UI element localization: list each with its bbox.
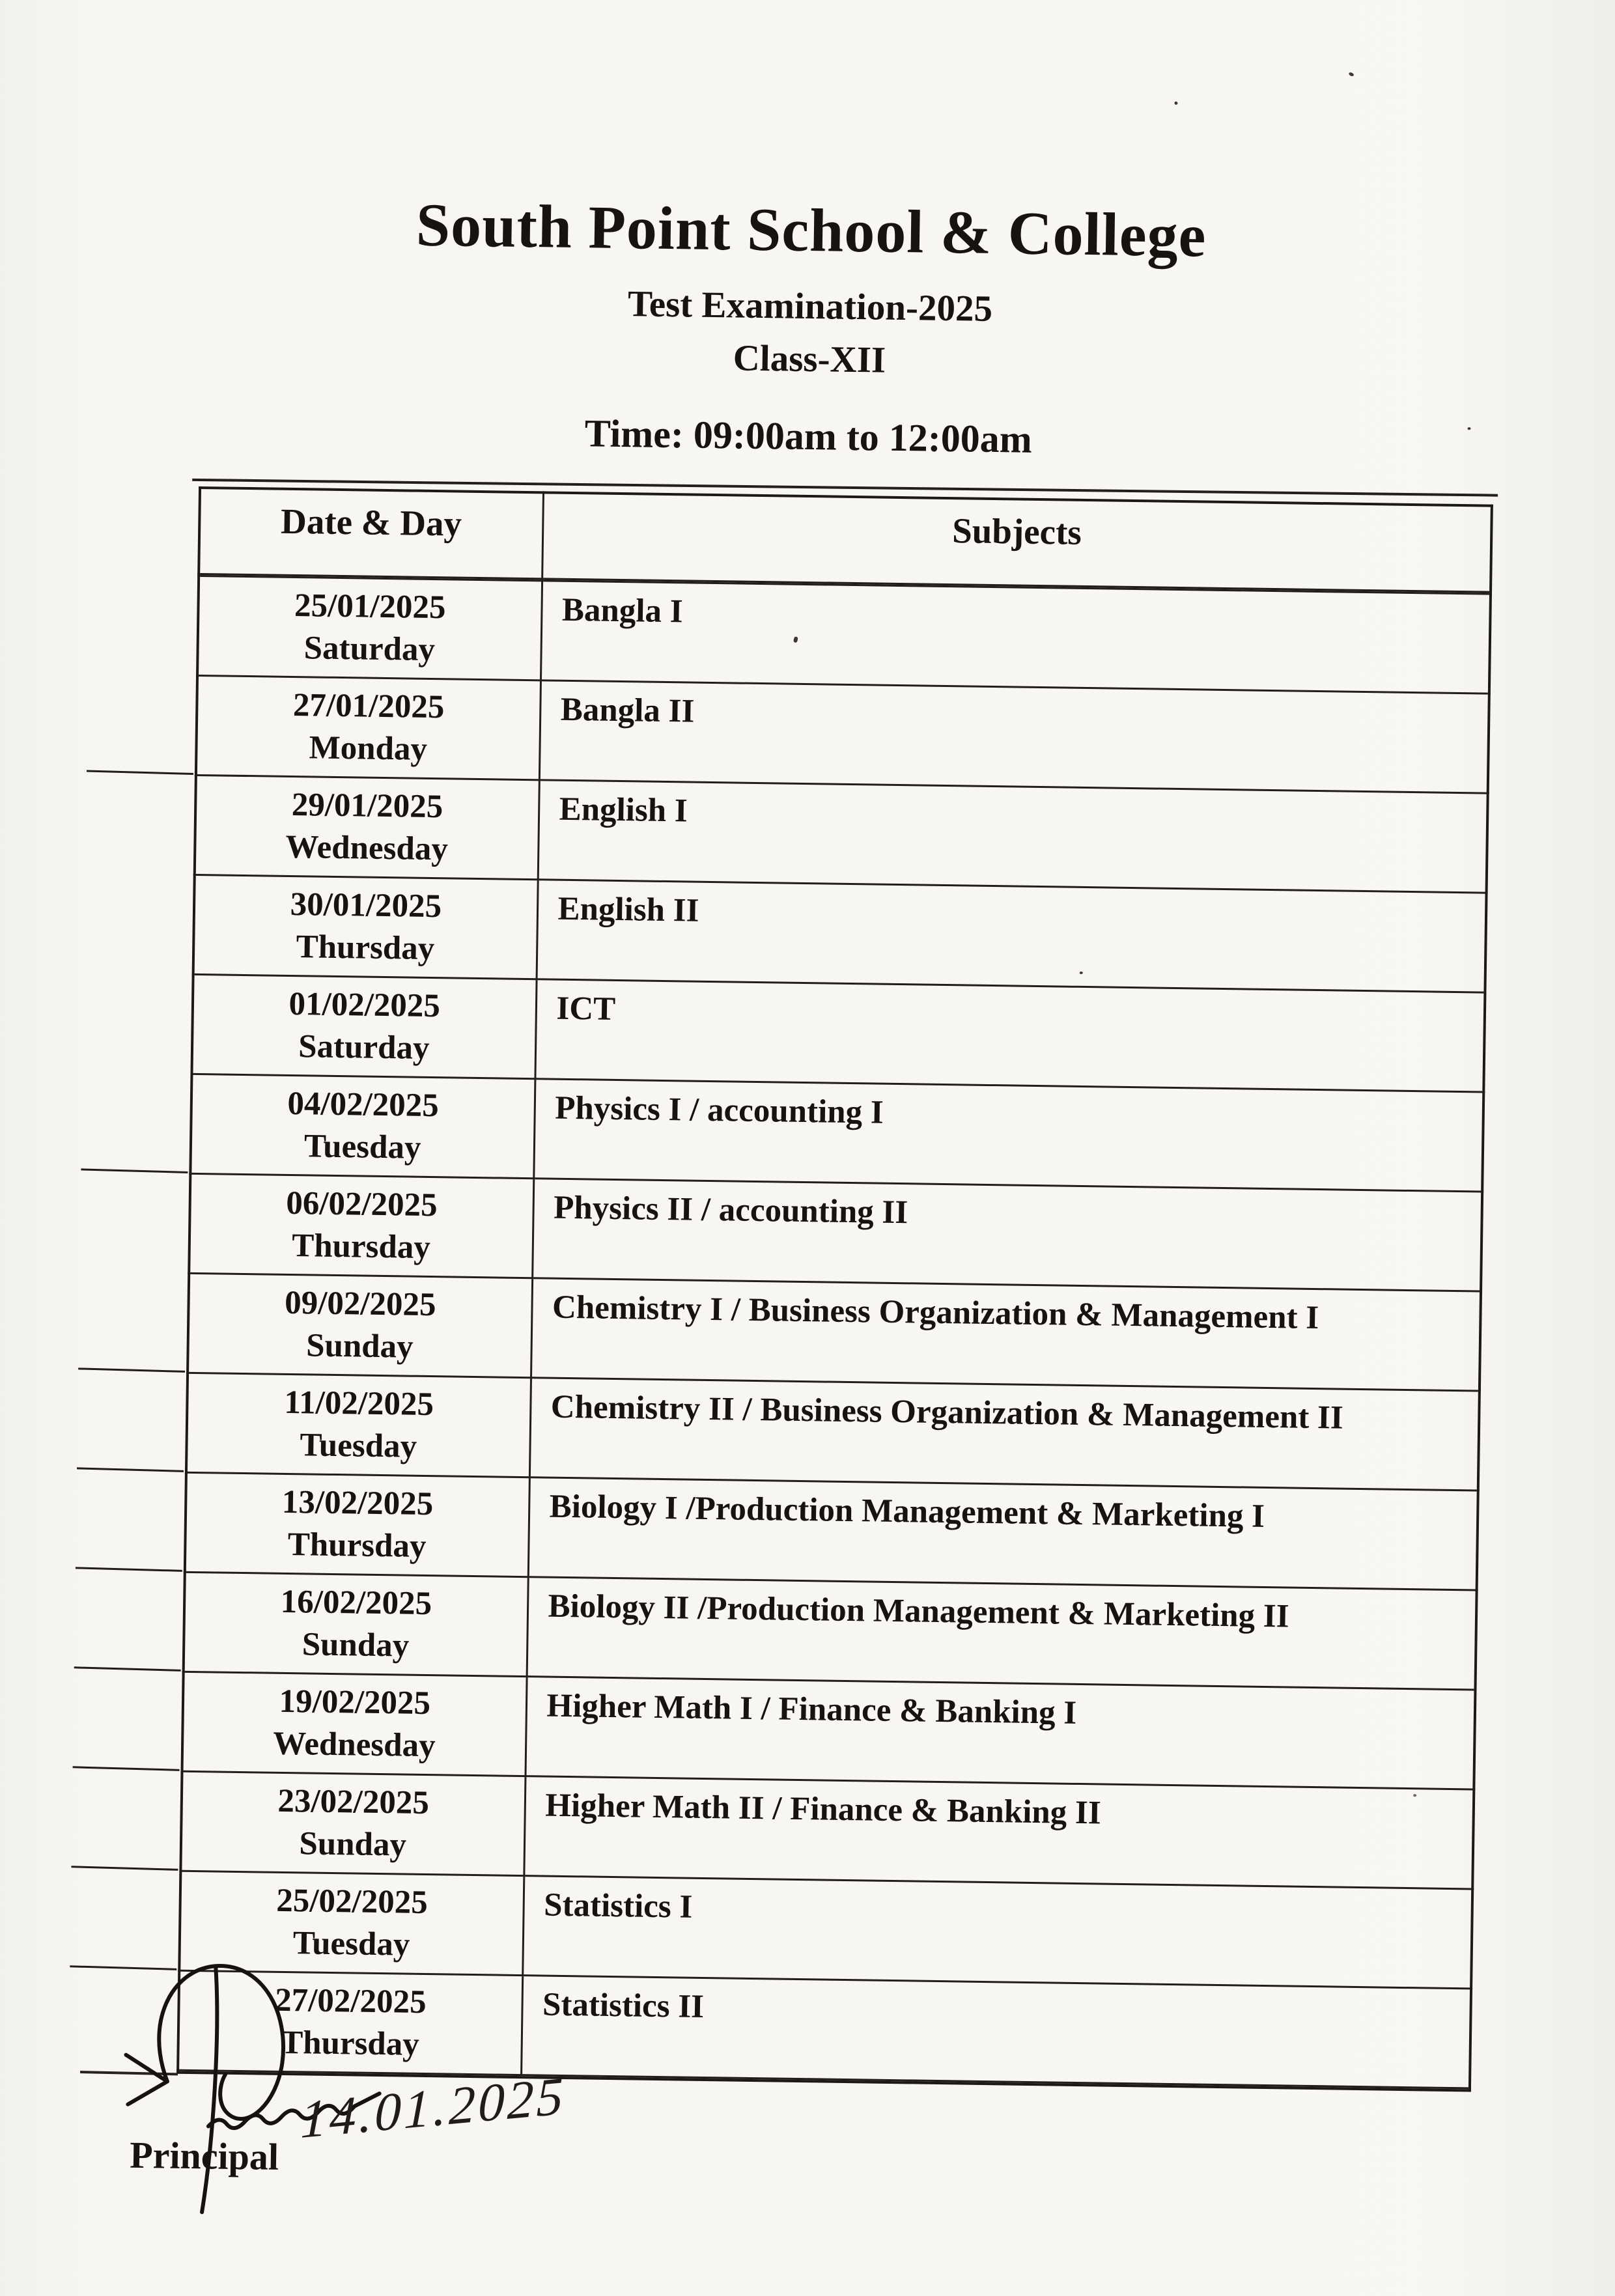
table-row	[180, 1771, 1474, 1889]
subject-cell: Chemistry II / Business Organization & Management II	[529, 1378, 1480, 1491]
class-label: Class-XII	[733, 337, 886, 381]
date-cell	[184, 1572, 528, 1676]
date-cell	[197, 576, 542, 680]
exam-day: Tuesday	[300, 1427, 417, 1466]
exam-date: 01/02/2025	[288, 985, 441, 1025]
document-header	[1, 184, 1615, 471]
scan-speck	[1080, 972, 1083, 974]
signature-block	[109, 1950, 608, 2263]
exam-date: 13/02/2025	[281, 1483, 434, 1523]
school-name: South Point School & College	[415, 191, 1207, 270]
exam-day: Tuesday	[292, 1925, 410, 1963]
subject-cell: Physics II / accounting II	[532, 1179, 1482, 1291]
table-row	[186, 1373, 1480, 1491]
exam-date: 27/01/2025	[292, 687, 445, 726]
scan-speck	[1348, 72, 1354, 77]
exam-date: 09/02/2025	[284, 1284, 436, 1324]
exam-day: Thursday	[296, 929, 435, 968]
exam-day: Wednesday	[285, 829, 449, 868]
schedule-body	[178, 576, 1491, 2088]
exam-day: Wednesday	[272, 1725, 436, 1765]
table-row	[184, 1572, 1477, 1690]
table-row	[197, 576, 1491, 693]
subjects-column-header: Subjects	[542, 492, 1492, 592]
date-cell	[195, 775, 539, 879]
date-cell	[196, 675, 541, 779]
exam-day: Sunday	[299, 1825, 407, 1864]
subject-cell: English I	[538, 780, 1488, 893]
exam-name: Test Examination-2025	[627, 283, 993, 329]
scan-speck	[1467, 427, 1470, 430]
exam-day: Saturday	[298, 1028, 430, 1067]
date-cell	[191, 974, 536, 1078]
exam-date: 23/02/2025	[277, 1782, 430, 1822]
signature-loop-stroke	[158, 1965, 285, 2120]
subject-cell: ICT	[535, 979, 1485, 1092]
date-cell	[185, 1472, 529, 1576]
table-row	[195, 775, 1488, 893]
date-cell	[190, 1074, 535, 1178]
table-row	[196, 675, 1489, 793]
date-day-column-header: Date & Day	[199, 488, 543, 579]
table-header	[199, 488, 1492, 592]
table-row	[189, 1173, 1482, 1291]
exam-day: Saturday	[303, 630, 436, 669]
scan-speck	[1413, 1794, 1416, 1797]
date-cell	[189, 1173, 533, 1278]
table-row	[185, 1472, 1478, 1590]
header-row	[199, 488, 1492, 592]
subject-cell: Bangla I	[541, 581, 1491, 693]
exam-date: 16/02/2025	[280, 1583, 432, 1623]
subject-cell: Bangla II	[539, 680, 1489, 793]
exam-day: Monday	[309, 729, 428, 768]
date-cell	[193, 875, 538, 979]
exam-date: 06/02/2025	[285, 1184, 438, 1224]
subject-cell: Statistics II	[521, 1976, 1471, 2088]
exam-date: 25/01/2025	[294, 587, 446, 626]
date-cell	[182, 1672, 527, 1776]
subject-cell: Higher Math I / Finance & Banking I	[525, 1677, 1475, 1789]
exam-date: 25/02/2025	[275, 1882, 428, 1922]
exam-date: 30/01/2025	[290, 886, 442, 925]
subject-cell: Biology I /Production Management & Marketing I	[528, 1477, 1478, 1590]
exam-day: Sunday	[302, 1626, 410, 1664]
table-row	[193, 875, 1487, 992]
exam-day: Tuesday	[303, 1128, 421, 1167]
date-cell	[186, 1373, 531, 1477]
subject-cell: Biology II /Production Management & Marketing II	[527, 1577, 1477, 1690]
table-row	[191, 974, 1485, 1092]
subject-cell: Higher Math II / Finance & Banking II	[524, 1776, 1474, 1889]
exam-date: 19/02/2025	[279, 1683, 431, 1722]
exam-day: Thursday	[287, 1526, 427, 1565]
subject-cell: Physics I / accounting I	[533, 1079, 1483, 1192]
exam-schedule-table	[176, 486, 1493, 2092]
exam-day: Thursday	[291, 1227, 431, 1267]
exam-date: 29/01/2025	[291, 786, 443, 826]
table-row	[182, 1672, 1476, 1789]
exam-date: 27/02/2025	[274, 1981, 427, 2021]
table-row	[188, 1273, 1481, 1391]
subject-cell: English II	[537, 880, 1487, 992]
subject-cell: Chemistry I / Business Organization & Management I	[531, 1278, 1481, 1391]
scan-speck	[1174, 102, 1177, 105]
date-cell	[188, 1273, 532, 1377]
date-cell	[180, 1771, 525, 1875]
principal-label: Principal	[129, 2133, 279, 2178]
subject-cell: Statistics I	[522, 1876, 1472, 1989]
exam-date: 11/02/2025	[284, 1384, 434, 1423]
exam-time: Time: 09:00am to 12:00am	[584, 412, 1033, 461]
exam-day: Sunday	[305, 1327, 414, 1365]
signature-date: 14.01.2025	[300, 2065, 567, 2149]
exam-day: Thursday	[280, 2024, 420, 2064]
exam-date: 04/02/2025	[287, 1085, 440, 1125]
table-row	[190, 1074, 1483, 1192]
